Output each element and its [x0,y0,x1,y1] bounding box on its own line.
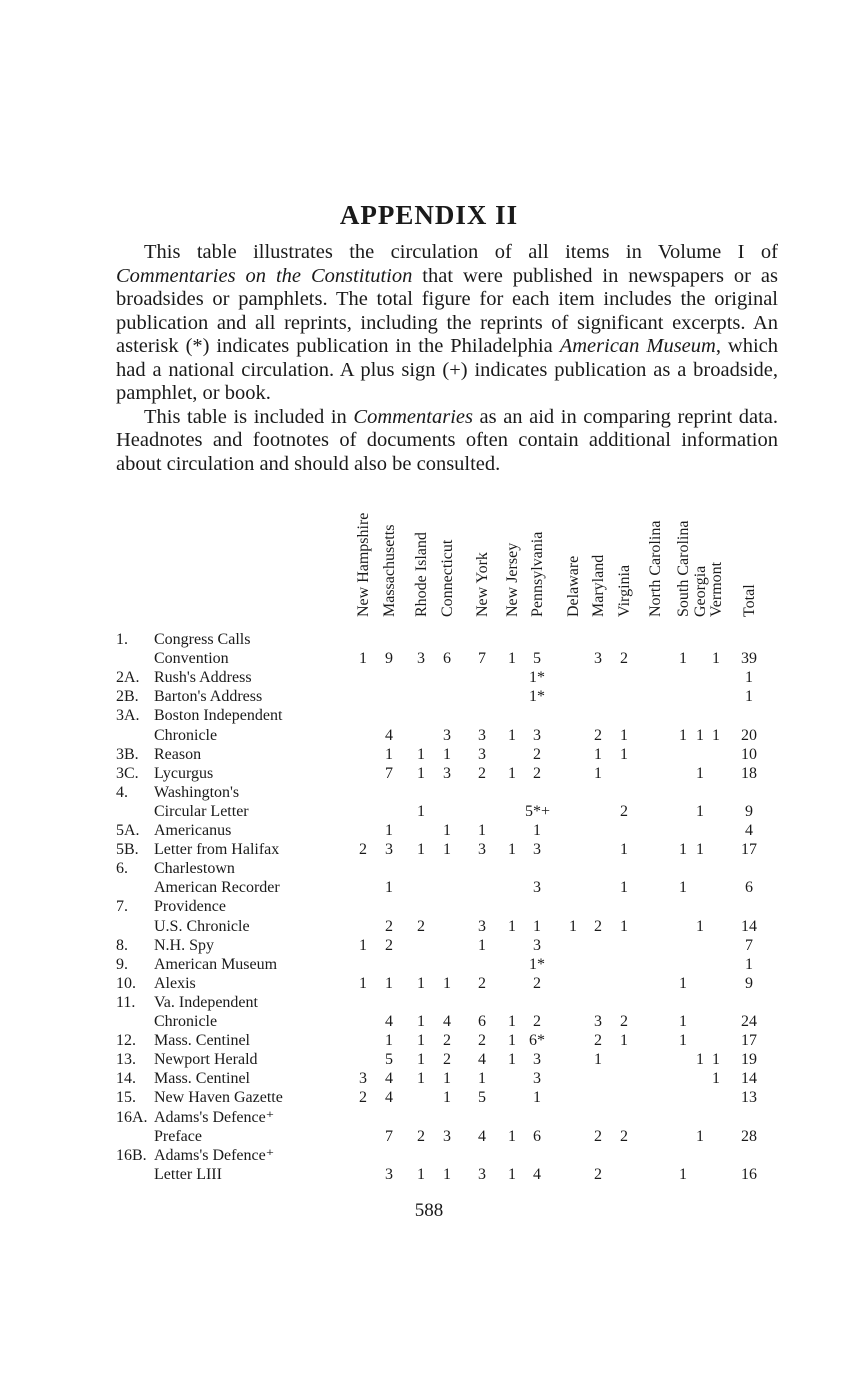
column-header-label: Maryland [590,554,607,617]
state-count-cell: 5*+ [525,802,551,820]
state-count-cell: 7 [385,764,393,782]
table-row [0,687,858,706]
column-header-label: Rhode Island [413,532,430,617]
state-count-cell: 1 [417,1165,425,1183]
item-title: Mass. Centinel [154,1032,250,1050]
total-cell: 4 [745,822,753,839]
item-title: Providence [154,898,226,916]
state-count-cell: 1 [443,1089,451,1107]
state-count-cell: 7 [385,1127,393,1145]
state-count-cell: 1 [533,1089,541,1107]
total-cell: 20 [741,726,757,744]
intro-paragraph-1 [116,241,778,406]
state-count-cell: 1* [529,688,545,706]
state-count-cell: 1 [417,1051,425,1069]
total-cell: 39 [741,650,757,668]
intro-text-run: This table illustrates the circulation of all items in Volume I of [144,241,778,263]
state-count-cell: 1 [508,1127,516,1145]
state-count-cell: 1 [696,917,704,935]
total-cell: 1 [745,669,753,687]
intro-paragraph-2 [116,406,778,477]
item-title: Boston Independent [154,707,283,725]
state-count-cell: 1 [679,974,687,992]
item-number: 5B. [116,841,139,859]
state-count-cell: 1 [712,1070,720,1088]
state-count-cell: 1 [508,1013,516,1030]
total-cell: 17 [741,1032,757,1050]
state-count-cell: 1 [679,1013,687,1030]
state-count-cell: 1 [417,802,425,820]
state-count-cell: 3 [533,1051,541,1069]
table-row [0,859,858,878]
state-count-cell: 1 [508,1032,516,1050]
state-count-cell: 1 [385,879,393,897]
state-count-cell: 2 [533,764,541,782]
table-row [0,726,858,745]
column-header-label: Total [741,584,758,617]
total-cell: 19 [741,1051,757,1069]
state-count-cell: 1 [696,841,704,859]
table-row [0,840,858,859]
state-count-cell: 3 [478,1165,486,1183]
state-count-cell: 1 [417,1032,425,1050]
column-header-label: Virginia [616,564,633,617]
column-header-label: New Hampshire [355,512,372,617]
column-header-label: Pennsylvania [529,531,546,617]
intro-text-run: , which had a national circulation. A plus sign (+) indicates publication as a broadside, pamphlet, or book. [116,335,778,404]
item-number: 11. [116,993,136,1011]
state-count-cell: 1 [508,917,516,935]
table-row [0,783,858,802]
page-title: APPENDIX II [339,200,519,230]
state-count-cell: 1 [443,1070,451,1088]
intro-text-run: This table is included in [144,405,354,428]
page-number: 588 [414,1200,444,1221]
state-count-cell: 1 [620,726,628,744]
state-count-cell: 1 [696,1127,704,1145]
state-count-cell: 2 [620,1127,628,1145]
total-cell: 1 [745,688,753,706]
item-title: Preface [154,1127,202,1145]
state-count-cell: 1 [696,802,704,820]
state-count-cell: 5 [385,1051,393,1069]
state-count-cell: 1 [508,1051,516,1069]
intro-text-run: American Museum [559,335,716,357]
table-row [0,1069,858,1088]
item-title: Lycurgus [154,764,214,782]
state-count-cell: 1 [620,879,628,897]
state-count-cell: 1 [443,745,451,763]
state-count-cell: 2 [478,1032,486,1050]
state-count-cell: 3 [478,917,486,935]
item-number: 4. [116,783,128,801]
state-count-cell: 1 [594,764,602,782]
state-count-cell: 3 [443,1127,451,1145]
state-count-cell: 3 [533,936,541,954]
column-headers [0,500,858,635]
state-count-cell: 3 [359,1070,367,1088]
item-title: American Recorder [154,879,280,897]
total-cell: 9 [745,802,753,820]
state-count-cell: 1 [443,822,451,839]
state-count-cell: 1 [385,745,393,763]
item-title: Mass. Centinel [154,1070,250,1088]
state-count-cell: 6* [529,1032,545,1050]
state-count-cell: 1 [620,1032,628,1050]
item-title: Convention [154,650,229,668]
item-number: 8. [116,936,128,954]
state-count-cell: 1 [359,650,367,668]
table-row [0,745,858,764]
item-number: 16A. [116,1108,148,1126]
state-count-cell: 1 [508,650,516,668]
intro-text-run: Commentaries on the Constitution [116,264,413,287]
state-count-cell: 1 [679,726,687,744]
state-count-cell: 2 [594,1032,602,1050]
state-count-cell: 1 [359,974,367,992]
state-count-cell: 1 [712,726,720,744]
state-count-cell: 3 [594,1013,602,1030]
state-count-cell: 1 [679,1165,687,1183]
item-number: 10. [116,974,136,992]
state-count-cell: 1 [417,1070,425,1088]
table-row [0,668,858,687]
state-count-cell: 1 [478,1070,486,1088]
table-row [0,1127,858,1146]
state-count-cell: 6 [533,1127,541,1145]
table-row [0,993,858,1012]
state-count-cell: 1* [529,955,545,973]
state-count-cell: 1 [508,764,516,782]
intro-text-run: Commentaries [353,405,473,428]
state-count-cell: 2 [359,1089,367,1107]
item-title: Va. Independent [154,993,258,1011]
column-header-label: New York [474,552,491,617]
total-cell: 18 [741,764,757,782]
state-count-cell: 2 [533,974,541,992]
item-title: N.H. Spy [154,936,215,954]
state-count-cell: 2 [594,1127,602,1145]
state-count-cell: 1 [569,917,577,935]
column-header-label: Connecticut [439,539,456,617]
table-row [0,974,858,993]
item-title: Reason [154,745,202,763]
table-row [0,1050,858,1069]
total-cell: 9 [745,974,753,992]
state-count-cell: 3 [443,726,451,744]
state-count-cell: 1 [696,1051,704,1069]
state-count-cell: 1 [696,726,704,744]
item-title: Adams's Defence⁺ [154,1146,275,1164]
state-count-cell: 1 [533,917,541,935]
table-row [0,1108,858,1127]
state-count-cell: 1 [679,841,687,859]
state-count-cell: 1 [508,841,516,859]
state-count-cell: 2 [417,1127,425,1145]
intro-text [116,241,778,476]
item-title: Chronicle [154,726,218,744]
state-count-cell: 1 [417,764,425,782]
state-count-cell: 7 [478,650,486,668]
item-title: American Museum [154,955,278,973]
state-count-cell: 2 [478,974,486,992]
table-row [0,630,858,649]
column-header-label: Vermont [708,561,725,617]
item-title: Rush's Address [154,669,252,687]
state-count-cell: 2 [385,936,393,954]
item-title: Washington's [154,783,240,801]
state-count-cell: 3 [533,1070,541,1088]
item-number: 12. [116,1032,136,1050]
state-count-cell: 2 [533,745,541,763]
state-count-cell: 3 [478,745,486,763]
state-count-cell: 4 [478,1127,486,1145]
item-number: 15. [116,1089,136,1107]
table-row [0,897,858,916]
item-title: Letter LIII [154,1165,222,1183]
state-count-cell: 2 [385,917,393,935]
table-row [0,878,858,897]
table-row [0,936,858,955]
state-count-cell: 1 [508,726,516,744]
item-title: Alexis [154,974,196,992]
column-header-label: North Carolina [647,520,664,617]
item-number: 2A. [116,669,140,687]
item-title: New Haven Gazette [154,1089,283,1107]
total-cell: 16 [741,1165,757,1183]
table-row [0,764,858,783]
item-title: Chronicle [154,1013,218,1030]
state-count-cell: 2 [443,1032,451,1050]
state-count-cell: 1 [620,917,628,935]
item-title: Americanus [154,822,232,839]
state-count-cell: 1 [594,745,602,763]
state-count-cell: 1 [712,1051,720,1069]
state-count-cell: 2 [417,917,425,935]
state-count-cell: 1 [508,1165,516,1183]
table-row [0,1012,858,1031]
item-number: 3A. [116,707,140,725]
state-count-cell: 3 [533,841,541,859]
item-number: 13. [116,1051,136,1069]
total-cell: 28 [741,1127,757,1145]
item-title: Congress Calls [154,631,251,648]
state-count-cell: 2 [533,1013,541,1030]
state-count-cell: 1 [385,974,393,992]
item-number: 3C. [116,764,139,782]
state-count-cell: 1 [417,1013,425,1030]
item-number: 14. [116,1070,136,1088]
item-number: 7. [116,898,128,916]
column-header-label: Massachusetts [381,524,398,617]
state-count-cell: 4 [385,726,393,744]
state-count-cell: 1 [385,822,393,839]
state-count-cell: 1 [620,745,628,763]
intro-text-run: that were published in newspapers or as broadsides or pamphlets. The total figure for each item includes the original publication and all reprints, including the reprints of significant excerpts. An asterisk (*) indicates publication in the Philadelphia [116,264,778,357]
state-count-cell: 1 [385,1032,393,1050]
state-count-cell: 2 [359,841,367,859]
table-row [0,1165,858,1184]
item-title: Barton's Address [154,688,263,706]
table-row [0,955,858,974]
total-cell: 14 [741,917,757,935]
state-count-cell: 1* [529,669,545,687]
table-row [0,1031,858,1050]
total-cell: 10 [741,745,757,763]
state-count-cell: 4 [533,1165,541,1183]
state-count-cell: 1 [359,936,367,954]
state-count-cell: 3 [533,879,541,897]
state-count-cell: 3 [417,650,425,668]
state-count-cell: 6 [478,1013,486,1030]
item-title: Adams's Defence⁺ [154,1108,275,1126]
intro-text-run: as an aid in comparing reprint data. Headnotes and footnotes of documents often contain additional information about circulation and should also be consulted. [116,405,778,475]
state-count-cell: 1 [443,1165,451,1183]
table-row [0,917,858,936]
state-count-cell: 9 [385,650,393,668]
total-cell: 17 [741,841,757,859]
state-count-cell: 5 [533,650,541,668]
table-row [0,1146,858,1165]
state-count-cell: 2 [443,1051,451,1069]
state-count-cell: 1 [417,974,425,992]
column-header-label: Georgia [692,565,709,617]
item-number: 9. [116,955,128,973]
state-count-cell: 3 [385,841,393,859]
state-count-cell: 2 [594,726,602,744]
state-count-cell: 1 [478,822,486,839]
state-count-cell: 4 [385,1070,393,1088]
state-count-cell: 3 [443,764,451,782]
state-count-cell: 2 [620,1013,628,1030]
state-count-cell: 1 [417,745,425,763]
state-count-cell: 1 [712,650,720,668]
state-count-cell: 1 [533,822,541,839]
state-count-cell: 1 [594,1051,602,1069]
column-header-label: South Carolina [675,520,692,617]
table-row [0,802,858,821]
state-count-cell: 1 [620,841,628,859]
state-count-cell: 3 [478,841,486,859]
state-count-cell: 4 [385,1089,393,1107]
state-count-cell: 1 [443,974,451,992]
total-cell: 24 [741,1013,757,1030]
state-count-cell: 1 [696,764,704,782]
item-number: 3B. [116,745,139,763]
total-cell: 14 [741,1070,757,1088]
state-count-cell: 1 [679,1032,687,1050]
state-count-cell: 1 [679,879,687,897]
state-count-cell: 3 [533,726,541,744]
item-number: 5A. [116,822,140,839]
state-count-cell: 1 [417,841,425,859]
state-count-cell: 4 [478,1051,486,1069]
table-row [0,821,858,840]
state-count-cell: 2 [594,917,602,935]
item-title: Letter from Halifax [154,841,280,859]
state-count-cell: 3 [594,650,602,668]
state-count-cell: 2 [478,764,486,782]
state-count-cell: 1 [478,936,486,954]
item-title: U.S. Chronicle [154,917,250,935]
total-cell: 13 [741,1089,757,1107]
total-cell: 7 [745,936,753,954]
item-number: 1. [116,631,128,648]
item-title: Newport Herald [154,1051,258,1069]
column-header-label: New Jersey [504,542,521,617]
state-count-cell: 3 [478,726,486,744]
table-row [0,1088,858,1107]
item-title: Circular Letter [154,802,249,820]
state-count-cell: 4 [385,1013,393,1030]
item-number: 2B. [116,688,139,706]
column-header-label: Delaware [565,555,582,617]
item-title: Charlestown [154,860,235,878]
state-count-cell: 2 [594,1165,602,1183]
table-row [0,649,858,668]
state-count-cell: 4 [443,1013,451,1030]
item-number: 16B. [116,1146,147,1164]
state-count-cell: 5 [478,1089,486,1107]
item-number: 6. [116,860,128,878]
total-cell: 1 [745,955,753,973]
state-count-cell: 6 [443,650,451,668]
state-count-cell: 2 [620,650,628,668]
total-cell: 6 [745,879,753,897]
state-count-cell: 2 [620,802,628,820]
state-count-cell: 1 [443,841,451,859]
state-count-cell: 1 [679,650,687,668]
state-count-cell: 3 [385,1165,393,1183]
table-row [0,706,858,725]
